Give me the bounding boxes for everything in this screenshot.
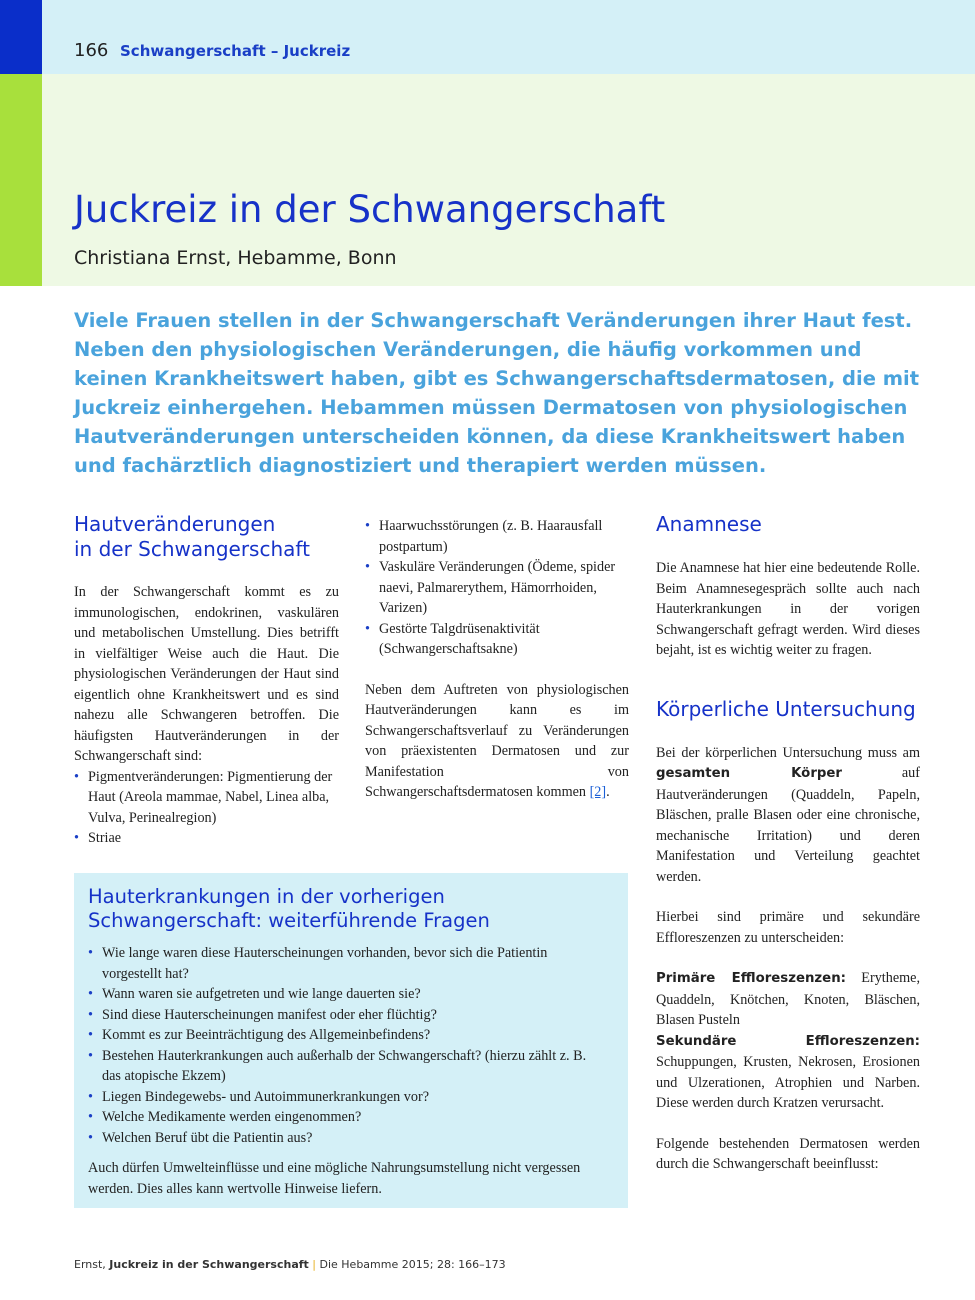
running-header bbox=[0, 0, 975, 74]
info-box-title-line: Hauterkrankungen in der vorherigen bbox=[88, 885, 445, 908]
list-item: • Welche Medikamente werden eingenommen? bbox=[88, 1107, 608, 1128]
body-paragraph: Hierbei sind primäre und sekundäre Effloreszenzen zu unterscheiden: bbox=[656, 909, 920, 946]
bullet-list bbox=[74, 767, 339, 849]
page-footer bbox=[74, 1258, 506, 1271]
bullet-list bbox=[365, 516, 629, 660]
list-item: • Liegen Bindegewebs- und Autoimmunerkrankungen vor? bbox=[88, 1087, 608, 1108]
list-item: • Wann waren sie aufgetreten und wie lange dauerten sie? bbox=[88, 984, 608, 1005]
page-number: 166 bbox=[74, 40, 109, 61]
list-item: • Striae bbox=[74, 828, 339, 849]
definition-text: Erytheme, Quaddeln, Knötchen, Knoten, Bläschen, Blasen Pusteln bbox=[656, 970, 920, 1028]
body-paragraph: In der Schwangerschaft kommt es zu immunologischen, endokrinen, vaskulären und metabolischen Umstellung. Dies betrifft in vielfältiger Weise auch die Haut. Die physiologischen Veränderungen der Haut sind eigentlich ohne Krankheitswert und es sind nahezu alle Schwangeren betroffen. Die häufigsten Hautveränderungen in der Schwangerschaft sind: bbox=[74, 584, 339, 764]
list-item: • Kommt es zur Beeinträchtigung des Allgemeinbefindens? bbox=[88, 1025, 608, 1046]
question-list bbox=[88, 943, 608, 1148]
list-item: • Haarwuchsstörungen (z. B. Haarausfall postpartum) bbox=[365, 516, 629, 557]
body-paragraph: Die Anamnese hat hier eine bedeutende Rolle. Beim Anamnesegespräch sollte auch nach Hauterkrankungen in der vorigen Schwangerschaft gefragt werden. Wird dieses bejaht, ist es wichtig weiter zu fragen. bbox=[656, 560, 920, 658]
article-title: Juckreiz in der Schwangerschaft bbox=[74, 188, 666, 231]
list-item: • Wie lange waren diese Hauterscheinungen vorhanden, bevor sich die Patientin vorgestellt hat? bbox=[88, 943, 608, 984]
section-heading-line: in der Schwangerschaft bbox=[74, 537, 310, 561]
reference-link[interactable]: [2] bbox=[589, 784, 607, 800]
definition-text: Schuppungen, Krusten, Nekrosen, Erosionen und Ulzerationen, Atrophien und Narben. Diese werden durch Kratzen verursacht. bbox=[656, 1054, 920, 1111]
list-item: • Gestörte Talgdrüsenaktivität (Schwangerschaftsakne) bbox=[365, 619, 629, 660]
paragraph-text: auf Hautveränderungen (Quaddeln, Papeln, Bläschen, pralle Blasen oder eine chronische, mechanische Irritation) und deren Manifestation und Verteilung geachtet werden. bbox=[656, 765, 920, 885]
lead-paragraph: Viele Frauen stellen in der Schwangerschaft Veränderungen ihrer Haut fest. Neben den physiologischen Veränderungen, die häufig vorkommen und keinen Krankheitswert haben, gibt es Schwangerschaftsdermatosen, die mit Juckreiz einhergehen. Hebammen müssen Dermatosen von physiologischen Hautveränderungen unterscheiden können, da diese Krankheitswert haben und fachärztlich diagnostiziert und therapiert werden müssen. bbox=[74, 309, 920, 477]
definition-secondary bbox=[656, 1031, 920, 1114]
paragraph-text: Neben dem Auftreten von physiologischen Hautveränderungen kann es im Schwangerschaftsverlauf zu Veränderungen von präexistenten Dermatosen und zur Manifestation von Schwangerschaftsdermatosen kommen bbox=[365, 681, 629, 800]
footer-title: Juckreiz in der Schwangerschaft bbox=[109, 1258, 309, 1271]
section-heading-anamnese: Anamnese bbox=[656, 512, 762, 536]
section-heading-hautveraenderungen bbox=[74, 512, 339, 562]
footer-author: Ernst, bbox=[74, 1258, 110, 1271]
section-heading-line: Hautveränderungen bbox=[74, 512, 276, 536]
definition-label: Primäre Effloreszenzen: bbox=[656, 971, 846, 986]
paragraph-text: Bei der körperlichen Untersuchung muss am bbox=[656, 744, 920, 761]
section-heading-koerperliche-untersuchung: Körperliche Untersuchung bbox=[656, 696, 916, 721]
footer-separator: | bbox=[312, 1258, 316, 1271]
list-item: • Pigmentveränderungen: Pigmentierung der Haut (Areola mammae, Nabel, Linea alba, Vulva, Perinealregion) bbox=[74, 767, 339, 829]
list-item: • Bestehen Hauterkrankungen auch außerhalb der Schwangerschaft? (hierzu zählt z. B. das atopische Ekzem) bbox=[88, 1046, 608, 1087]
bold-term: gesamten Körper bbox=[656, 766, 842, 781]
list-item: • Sind diese Hauterscheinungen manifest oder eher flüchtig? bbox=[88, 1005, 608, 1026]
definition-primary bbox=[656, 968, 920, 1031]
running-title: Schwangerschaft – Juckreiz bbox=[120, 42, 351, 60]
column-left bbox=[74, 512, 339, 849]
column-right bbox=[656, 512, 920, 1175]
body-paragraph bbox=[656, 743, 920, 888]
definition-label: Sekundäre Effloreszenzen: bbox=[656, 1033, 920, 1049]
info-box-title bbox=[88, 885, 608, 933]
info-box-title-line: Schwangerschaft: weiterführende Fragen bbox=[88, 909, 490, 932]
body-paragraph: Folgende bestehenden Dermatosen werden durch die Schwangerschaft beeinflusst: bbox=[656, 1135, 920, 1172]
author-line: Christiana Ernst, Hebamme, Bonn bbox=[74, 247, 397, 269]
title-band-color-tab bbox=[0, 74, 42, 286]
info-box-closing: Auch dürfen Umwelteinflüsse und eine mögliche Nahrungsumstellung nicht vergessen werden. Dies alles kann wertvolle Hinweise liefern. bbox=[88, 1160, 581, 1197]
footer-citation: Die Hebamme 2015; 28: 166–173 bbox=[319, 1258, 506, 1271]
info-box bbox=[74, 873, 628, 1208]
list-item: • Welchen Beruf übt die Patientin aus? bbox=[88, 1128, 608, 1149]
header-color-tab bbox=[0, 0, 42, 74]
list-item: • Vaskuläre Veränderungen (Ödeme, spider naevi, Palmarerythem, Hämorrhoiden, Varizen) bbox=[365, 557, 629, 619]
column-middle bbox=[365, 516, 629, 803]
info-box-content bbox=[88, 885, 608, 1199]
body-paragraph bbox=[365, 680, 629, 803]
paragraph-end: . bbox=[606, 784, 610, 800]
